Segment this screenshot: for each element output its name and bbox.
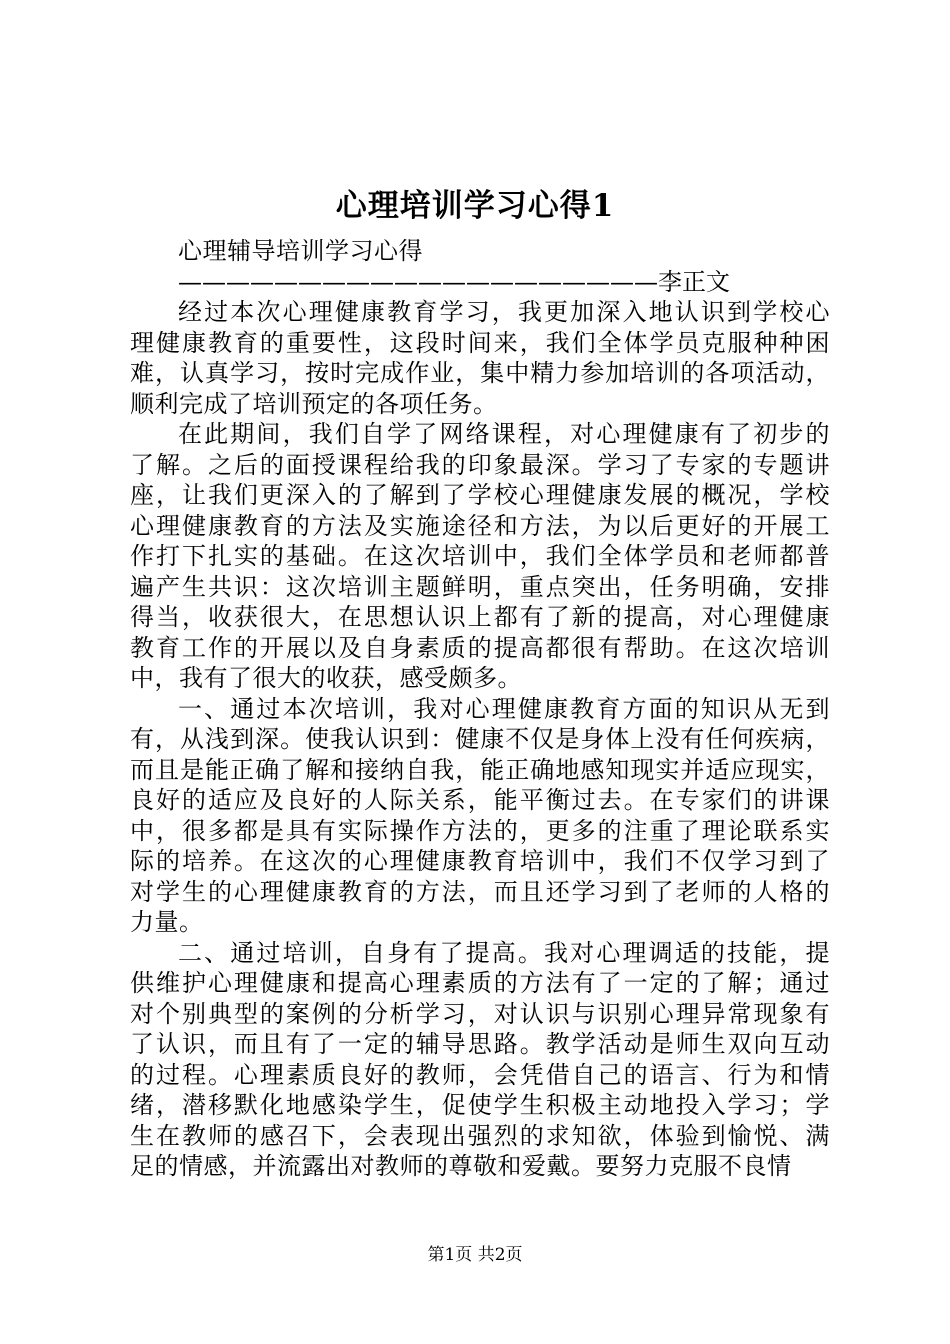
- document-title: 心理培训学习心得1: [335, 188, 615, 224]
- paragraph-2-line: 座，让我们更深入的了解到了学校心理健康发展的概况，学校: [130, 481, 830, 509]
- paragraph-2-line: 作打下扎实的基础。在这次培训中，我们全体学员和老师都普: [130, 542, 830, 570]
- paragraph-1-line: 难，认真学习，按时完成作业，集中精力参加培训的各项活动，: [130, 359, 830, 387]
- paragraph-4-line: 二、通过培训，自身有了提高。我对心理调适的技能，提: [178, 938, 830, 967]
- paragraph-2-line: 得当，收获很大，在思想认识上都有了新的提高，对心理健康: [130, 603, 830, 631]
- paragraph-1-line: 顺利完成了培训预定的各项任务。: [130, 389, 498, 418]
- paragraph-1-line: 经过本次心理健康教育学习，我更加深入地认识到学校心: [178, 298, 830, 326]
- paragraph-3-line: 对学生的心理健康教育的方法，而且还学习到了老师的人格的: [130, 877, 830, 906]
- paragraph-4-line: 供维护心理健康和提高心理素质的方法有了一定的了解；通过: [130, 969, 830, 997]
- paragraph-4-line: 的过程。心理素质良好的教师，会凭借自己的语言、行为和情: [130, 1060, 830, 1089]
- paragraph-3-line: 际的培养。在这次的心理健康教育培训中，我们不仅学习到了: [130, 847, 830, 875]
- paragraph-2-line: 遍产生共识：这次培训主题鲜明，重点突出，任务明确，安排: [130, 572, 830, 601]
- paragraph-3-line: 中，很多都是具有实际操作方法的，更多的注重了理论联系实: [130, 816, 830, 845]
- document-subtitle: 心理辅导培训学习心得: [178, 237, 423, 265]
- paragraph-2-line: 在此期间，我们自学了网络课程，对心理健康有了初步的: [178, 420, 830, 448]
- paragraph-4-line: 了认识，而且有了一定的辅导思路。教学活动是师生双向互动: [130, 1030, 830, 1058]
- author-line: ————————————————————李正文: [178, 267, 730, 296]
- paragraph-3-line: 良好的适应及良好的人际关系，能平衡过去。在专家们的讲课: [130, 786, 830, 814]
- paragraph-2-line: 中，我有了很大的收获，感受颇多。: [130, 664, 522, 692]
- paragraph-3-line: 有，从浅到深。使我认识到：健康不仅是身体上没有任何疾病，: [130, 725, 830, 753]
- paragraph-3-line: 一、通过本次培训，我对心理健康教育方面的知识从无到: [178, 694, 830, 723]
- paragraph-4-line: 绪，潜移默化地感染学生，促使学生积极主动地投入学习；学: [130, 1091, 830, 1119]
- paragraph-3-line: 而且是能正确了解和接纳自我，能正确地感知现实并适应现实，: [130, 755, 830, 784]
- document-body: [130, 236, 830, 1182]
- paragraph-4-line: 生在教师的感召下，会表现出强烈的求知欲，体验到愉悦、满: [130, 1121, 830, 1150]
- paragraph-3-line: 力量。: [130, 908, 204, 936]
- paragraph-4-line: 足的情感，并流露出对教师的尊敬和爱戴。要努力克服不良情: [130, 1152, 792, 1180]
- paragraph-1-line: 理健康教育的重要性，这段时间来，我们全体学员克服种种困: [130, 328, 830, 357]
- paragraph-2-line: 心理健康教育的方法及实施途径和方法，为以后更好的开展工: [130, 511, 830, 540]
- paragraph-2-line: 教育工作的开展以及自身素质的提高都很有帮助。在这次培训: [130, 633, 830, 662]
- page-footer: 第1页 共2页: [427, 1245, 523, 1265]
- paragraph-2-line: 了解。之后的面授课程给我的印象最深。学习了专家的专题讲: [130, 450, 830, 479]
- paragraph-4-line: 对个别典型的案例的分析学习，对认识与识别心理异常现象有: [130, 999, 830, 1028]
